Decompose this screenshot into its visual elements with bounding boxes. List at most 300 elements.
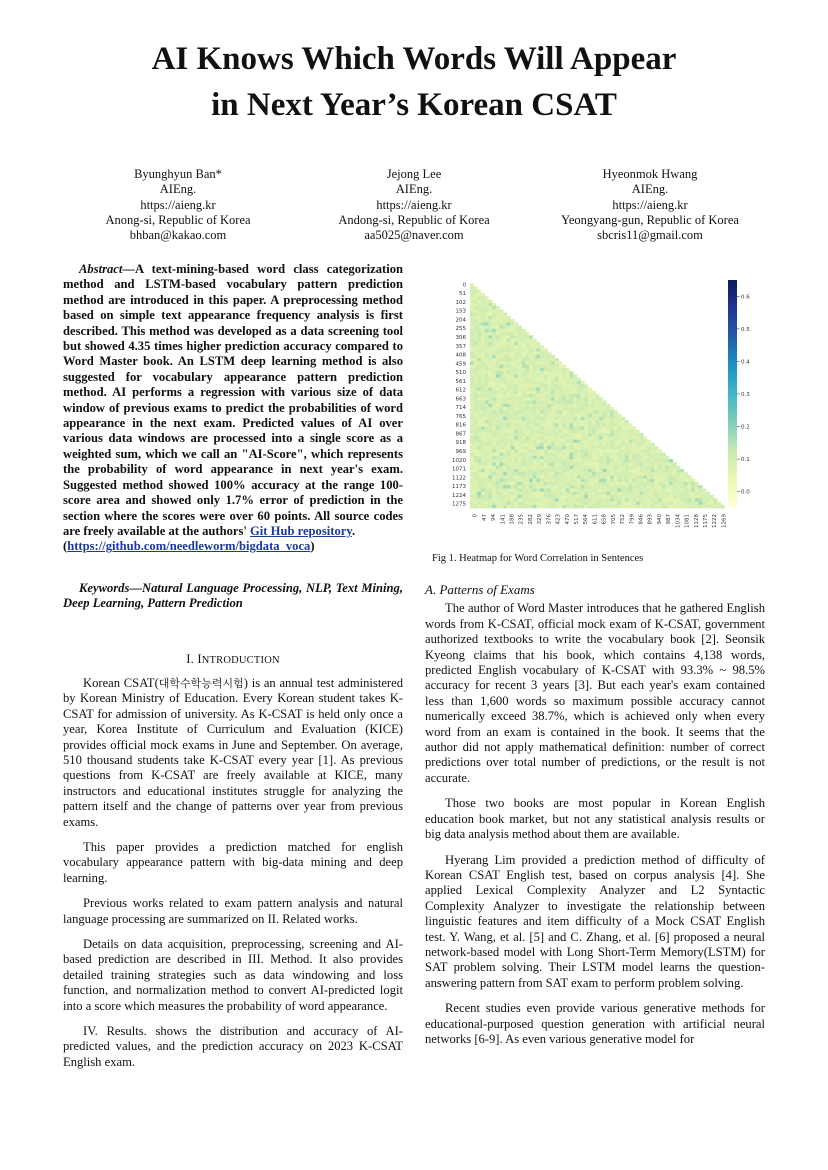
heatmap-cell	[570, 381, 574, 385]
heatmap-cell	[470, 397, 474, 401]
heatmap-cell	[485, 475, 489, 479]
heatmap-cell	[518, 420, 522, 424]
heatmap-cell	[570, 469, 574, 473]
x-tick-label: 1269	[721, 514, 728, 528]
heatmap-cell	[496, 401, 500, 405]
heatmap-cell	[540, 394, 544, 398]
heatmap-cell	[529, 505, 533, 509]
heatmap-cell	[511, 401, 515, 405]
heatmap-cell	[507, 329, 511, 333]
heatmap-cell	[562, 446, 566, 450]
heatmap-cell	[514, 329, 518, 333]
heatmap-cell	[658, 453, 662, 457]
heatmap-cell	[592, 404, 596, 408]
heatmap-cell	[654, 492, 658, 496]
heatmap-cell	[474, 485, 478, 489]
heatmap-cell	[499, 492, 503, 496]
heatmap-cell	[533, 495, 537, 499]
heatmap-cell	[514, 501, 518, 505]
heatmap-cell	[610, 427, 614, 431]
heatmap-cell	[503, 368, 507, 372]
heatmap-cell	[577, 417, 581, 421]
heatmap-cell	[522, 417, 526, 421]
heatmap-cell	[562, 505, 566, 509]
heatmap-cell	[544, 410, 548, 414]
heatmap-cell	[536, 485, 540, 489]
heatmap-cell	[514, 427, 518, 431]
heatmap-cell	[540, 381, 544, 385]
heatmap-cell	[651, 495, 655, 499]
heatmap-cell	[477, 329, 481, 333]
heatmap-cell	[595, 397, 599, 401]
repo-url-link[interactable]: https://github.com/needleworm/bigdata_voca	[67, 539, 311, 554]
heatmap-cell	[625, 479, 629, 483]
heatmap-cell	[625, 436, 629, 440]
heatmap-cell	[643, 485, 647, 489]
heatmap-cell	[514, 479, 518, 483]
heatmap-cell	[529, 462, 533, 466]
heatmap-cell	[555, 401, 559, 405]
heatmap-cell	[595, 505, 599, 509]
heatmap-cell	[507, 355, 511, 359]
heatmap-cell	[514, 436, 518, 440]
heatmap-cell	[625, 482, 629, 486]
heatmap-cell	[592, 401, 596, 405]
abstract-text: —A text-mining-based word class categorization method and LSTM-based vocabulary pattern prediction method are introduced in this paper. A preprocessing method based on simple text appearance frequency analysis is first described. This method was developed as a data screening tool but showed 4.35 times higher prediction accuracy compared to Word Master book. An LSTM deep learning method is also suggested for vocabulary appearance pattern prediction method. AI performs a regression with various size of data window of previous exams to predict the probabilities of word appearance in the next exam. Predicted values of AI over various data windows are processed into a single score as a weighted sum, which we call an "AI-Score", which represents the probability of word appearance in next year's exam. Suggested method showed 100% accuracy at the range 100-score area and showed only 1.7% error of prediction in the section where the scores were over 60 points. All source codes are freely available at the authors'	[63, 262, 403, 538]
heatmap-cell	[673, 479, 677, 483]
heatmap-cell	[651, 472, 655, 476]
heatmap-cell	[544, 453, 548, 457]
heatmap-cell	[581, 430, 585, 434]
heatmap-cell	[695, 495, 699, 499]
heatmap-cell	[625, 472, 629, 476]
heatmap-cell	[499, 430, 503, 434]
heatmap-cell	[687, 485, 691, 489]
colorbar-tick-label: 0.4	[741, 359, 750, 366]
heatmap-cell	[584, 443, 588, 447]
heatmap-cell	[573, 381, 577, 385]
heatmap-cell	[525, 355, 529, 359]
heatmap-cell	[507, 436, 511, 440]
heatmap-cell	[536, 436, 540, 440]
heatmap-cell	[606, 436, 610, 440]
heatmap-cell	[514, 326, 518, 330]
heatmap-cell	[492, 475, 496, 479]
heatmap-cell	[522, 433, 526, 437]
heatmap-cell	[492, 423, 496, 427]
heatmap-cell	[492, 443, 496, 447]
heatmap-cell	[540, 505, 544, 509]
heatmap-cell	[684, 485, 688, 489]
heatmap-cell	[654, 466, 658, 470]
x-tick-label: 1128	[693, 514, 700, 528]
heatmap-cell	[514, 339, 518, 343]
repo-link[interactable]: Git Hub repository	[250, 523, 352, 538]
heatmap-cell	[632, 472, 636, 476]
heatmap-cell	[496, 384, 500, 388]
heatmap-cell	[676, 488, 680, 492]
heatmap-cell	[511, 443, 515, 447]
heatmap-cell	[503, 358, 507, 362]
heatmap-cell	[533, 384, 537, 388]
heatmap-cell	[518, 384, 522, 388]
heatmap-cell	[573, 492, 577, 496]
heatmap-cell	[643, 443, 647, 447]
heatmap-cell	[518, 329, 522, 333]
heatmap-cell	[581, 401, 585, 405]
heatmap-cell	[485, 352, 489, 356]
heatmap-cell	[477, 313, 481, 317]
heatmap-cell	[499, 316, 503, 320]
heatmap-cell	[614, 469, 618, 473]
heatmap-cell	[470, 482, 474, 486]
heatmap-cell	[614, 472, 618, 476]
heatmap-cell	[485, 479, 489, 483]
heatmap-cell	[511, 430, 515, 434]
heatmap-cell	[470, 495, 474, 499]
heatmap-cell	[481, 436, 485, 440]
heatmap-cell	[547, 394, 551, 398]
heatmap-cell	[562, 381, 566, 385]
heatmap-cell	[588, 387, 592, 391]
heatmap-cell	[581, 427, 585, 431]
heatmap-cell	[540, 410, 544, 414]
heatmap-cell	[470, 423, 474, 427]
heatmap-cell	[481, 345, 485, 349]
heatmap-cell	[636, 488, 640, 492]
heatmap-cell	[540, 430, 544, 434]
heatmap-cell	[507, 322, 511, 326]
heatmap-cell	[573, 472, 577, 476]
heatmap-cell	[617, 505, 621, 509]
heatmap-cell	[477, 342, 481, 346]
heatmap-cell	[551, 365, 555, 369]
heatmap-cell	[617, 449, 621, 453]
heatmap-cell	[603, 495, 607, 499]
heatmap-cell	[499, 394, 503, 398]
heatmap-cell	[540, 427, 544, 431]
heatmap-cell	[577, 501, 581, 505]
heatmap-cell	[584, 479, 588, 483]
heatmap-cell	[533, 436, 537, 440]
heatmap-cell	[603, 485, 607, 489]
heatmap-cell	[499, 335, 503, 339]
heatmap-cell	[551, 368, 555, 372]
heatmap-cell	[496, 459, 500, 463]
heatmap-cell	[684, 475, 688, 479]
heatmap-cell	[558, 414, 562, 418]
heatmap-cell	[499, 365, 503, 369]
heatmap-cell	[533, 462, 537, 466]
heatmap-cell	[603, 456, 607, 460]
heatmap-cell	[562, 495, 566, 499]
heatmap-cell	[588, 501, 592, 505]
heatmap-cell	[518, 397, 522, 401]
heatmap-cell	[481, 420, 485, 424]
heatmap-cell	[533, 394, 537, 398]
heatmap-cell	[617, 456, 621, 460]
heatmap-cell	[551, 410, 555, 414]
heatmap-cell	[577, 446, 581, 450]
heatmap-cell	[577, 381, 581, 385]
heatmap-cell	[481, 482, 485, 486]
heatmap-cell	[536, 501, 540, 505]
heatmap-cell	[499, 378, 503, 382]
heatmap-cell	[584, 472, 588, 476]
heatmap-cell	[636, 469, 640, 473]
heatmap-cell	[496, 414, 500, 418]
heatmap-cell	[584, 498, 588, 502]
heatmap-cell	[588, 495, 592, 499]
heatmap-cell	[492, 322, 496, 326]
heatmap-cell	[647, 492, 651, 496]
heatmap-cell	[570, 472, 574, 476]
heatmap-cell	[499, 427, 503, 431]
heatmap-cell	[584, 384, 588, 388]
heatmap-cell	[547, 365, 551, 369]
heatmap-cell	[511, 436, 515, 440]
heatmap-cell	[485, 348, 489, 352]
heatmap-cell	[507, 466, 511, 470]
heatmap-cell	[511, 335, 515, 339]
heatmap-cell	[584, 440, 588, 444]
heatmap-cell	[477, 469, 481, 473]
heatmap-cell	[606, 420, 610, 424]
heatmap-cell	[562, 430, 566, 434]
heatmap-cell	[492, 453, 496, 457]
heatmap-cell	[555, 381, 559, 385]
heatmap-cell	[540, 397, 544, 401]
heatmap-cell	[669, 462, 673, 466]
heatmap-cell	[533, 401, 537, 405]
heatmap-cell	[529, 368, 533, 372]
heatmap-cell	[551, 417, 555, 421]
heatmap-cell	[474, 326, 478, 330]
heatmap-cell	[477, 433, 481, 437]
abstract	[63, 262, 403, 555]
heatmap-cell	[514, 404, 518, 408]
heatmap-cell	[673, 492, 677, 496]
x-tick-label: 893	[647, 514, 654, 525]
heatmap-cell	[485, 459, 489, 463]
heatmap-cell	[481, 488, 485, 492]
heatmap-cell	[592, 417, 596, 421]
heatmap-cell	[577, 485, 581, 489]
heatmap-cell	[640, 453, 644, 457]
heatmap-cell	[570, 443, 574, 447]
heatmap-cell	[477, 368, 481, 372]
heatmap-cell	[514, 485, 518, 489]
heatmap-cell	[547, 368, 551, 372]
heatmap-cell	[507, 417, 511, 421]
heatmap-cell	[573, 414, 577, 418]
heatmap-cell	[492, 488, 496, 492]
heatmap-cell	[522, 342, 526, 346]
heatmap-cell	[669, 485, 673, 489]
heatmap-cell	[481, 449, 485, 453]
heatmap-cell	[570, 498, 574, 502]
heatmap-cell	[632, 488, 636, 492]
heatmap-cell	[566, 440, 570, 444]
heatmap-cell	[625, 443, 629, 447]
heatmap-cell	[488, 352, 492, 356]
section-a-paragraph-3: Hyerang Lim provided a prediction method of difficulty of Korean CSAT English test, based on corpus analysis [4]. She applied Lexical Complexity Analyzer and L2 Syntactic Complexity Analyzer to investigate the relationship between linguistic features and item difficulty of a Mock CSAT English test. Y. Wang, et al. [5] and C. Zhang, et al. [6] proposed a neural network-based model with Long Short-Term Memory(LSTM) for SAT problem solving. Their LSTM model learns the question-answering pattern from SAT exam to perform problem solving.	[425, 852, 765, 990]
heatmap-cell	[474, 361, 478, 365]
heatmap-cell	[507, 462, 511, 466]
heatmap-cell	[547, 475, 551, 479]
heatmap-cell	[562, 414, 566, 418]
heatmap-cell	[474, 482, 478, 486]
heatmap-cell	[617, 430, 621, 434]
heatmap-cell	[654, 501, 658, 505]
heatmap-cell	[518, 410, 522, 414]
heatmap-cell	[599, 397, 603, 401]
heatmap-cell	[507, 339, 511, 343]
heatmap-cell	[577, 472, 581, 476]
heatmap-cell	[518, 365, 522, 369]
heatmap-cell	[511, 423, 515, 427]
heatmap-cell	[676, 492, 680, 496]
heatmap-cell	[514, 498, 518, 502]
heatmap-cell	[488, 501, 492, 505]
heatmap-cell	[606, 466, 610, 470]
heatmap-cell	[499, 329, 503, 333]
heatmap-cell	[647, 456, 651, 460]
heatmap-cell	[595, 394, 599, 398]
heatmap-cell	[651, 453, 655, 457]
heatmap-cell	[566, 423, 570, 427]
heatmap-cell	[606, 495, 610, 499]
heatmap-cell	[551, 446, 555, 450]
heatmap-cell	[592, 475, 596, 479]
heatmap-cell	[503, 391, 507, 395]
heatmap-cell	[481, 352, 485, 356]
heatmap-cell	[566, 407, 570, 411]
heatmap-cell	[658, 449, 662, 453]
heatmap-cell	[665, 462, 669, 466]
heatmap-cell	[566, 374, 570, 378]
heatmap-cell	[562, 391, 566, 395]
heatmap-cell	[529, 475, 533, 479]
heatmap-cell	[669, 495, 673, 499]
heatmap-cell	[477, 414, 481, 418]
heatmap-cell	[522, 361, 526, 365]
heatmap-cell	[573, 505, 577, 509]
heatmap-cell	[547, 462, 551, 466]
heatmap-cell	[628, 495, 632, 499]
heatmap-cell	[470, 313, 474, 317]
heatmap-cell	[658, 485, 662, 489]
heatmap-cell	[551, 475, 555, 479]
heatmap-cell	[470, 443, 474, 447]
heatmap-cell	[474, 501, 478, 505]
heatmap-cell	[558, 378, 562, 382]
heatmap-cell	[669, 472, 673, 476]
heatmap-cell	[640, 446, 644, 450]
heatmap-cell	[676, 482, 680, 486]
heatmap-cell	[514, 417, 518, 421]
heatmap-cell	[481, 430, 485, 434]
heatmap-cell	[544, 459, 548, 463]
heatmap-cell	[702, 495, 706, 499]
y-tick-label: 561	[455, 378, 466, 385]
heatmap-cell	[518, 345, 522, 349]
heatmap-cell	[566, 498, 570, 502]
heatmap-cell	[584, 433, 588, 437]
heatmap-cell	[706, 505, 710, 509]
heatmap-cell	[536, 472, 540, 476]
heatmap-cell	[636, 436, 640, 440]
heatmap-cell	[474, 440, 478, 444]
heatmap-cell	[492, 410, 496, 414]
heatmap-cell	[503, 342, 507, 346]
heatmap-cell	[555, 498, 559, 502]
heatmap-cell	[584, 505, 588, 509]
heatmap-cell	[665, 498, 669, 502]
heatmap-cell	[584, 430, 588, 434]
heatmap-cell	[481, 332, 485, 336]
heatmap-cell	[555, 482, 559, 486]
heatmap-cell	[518, 446, 522, 450]
heatmap-cell	[499, 423, 503, 427]
heatmap-cell	[577, 410, 581, 414]
heatmap-cell	[492, 355, 496, 359]
heatmap-cell	[547, 501, 551, 505]
y-tick-label: 306	[455, 335, 466, 341]
heatmap-cell	[555, 391, 559, 395]
heatmap-cell	[665, 485, 669, 489]
heatmap-cell	[566, 427, 570, 431]
heatmap-cell	[558, 495, 562, 499]
heatmap-cell	[643, 495, 647, 499]
heatmap-cell	[481, 414, 485, 418]
heatmap-cell	[562, 462, 566, 466]
heatmap-cell	[555, 384, 559, 388]
heatmap-cell	[540, 368, 544, 372]
heatmap-cell	[533, 456, 537, 460]
heatmap-cell	[581, 381, 585, 385]
heatmap-cell	[588, 443, 592, 447]
heatmap-cell	[581, 488, 585, 492]
heatmap-cell	[570, 475, 574, 479]
heatmap-cell	[488, 453, 492, 457]
heatmap-cell	[551, 374, 555, 378]
heatmap-cell	[558, 482, 562, 486]
heatmap-cell	[562, 404, 566, 408]
heatmap-cell	[603, 433, 607, 437]
heatmap-cell	[511, 368, 515, 372]
heatmap-cell	[511, 466, 515, 470]
heatmap-cell	[536, 456, 540, 460]
heatmap-cell	[522, 410, 526, 414]
heatmap-cell	[507, 488, 511, 492]
heatmap-cell	[584, 401, 588, 405]
heatmap-cell	[562, 449, 566, 453]
heatmap-cell	[485, 433, 489, 437]
heatmap-cell	[507, 335, 511, 339]
heatmap-cell	[485, 501, 489, 505]
heatmap-cell	[581, 436, 585, 440]
heatmap-cell	[488, 430, 492, 434]
heatmap-cell	[470, 342, 474, 346]
heatmap-cell	[540, 387, 544, 391]
heatmap-cell	[496, 355, 500, 359]
heatmap-cell	[499, 374, 503, 378]
heatmap-cell	[665, 501, 669, 505]
heatmap-cell	[555, 443, 559, 447]
heatmap-cell	[525, 433, 529, 437]
heatmap-cell	[606, 485, 610, 489]
